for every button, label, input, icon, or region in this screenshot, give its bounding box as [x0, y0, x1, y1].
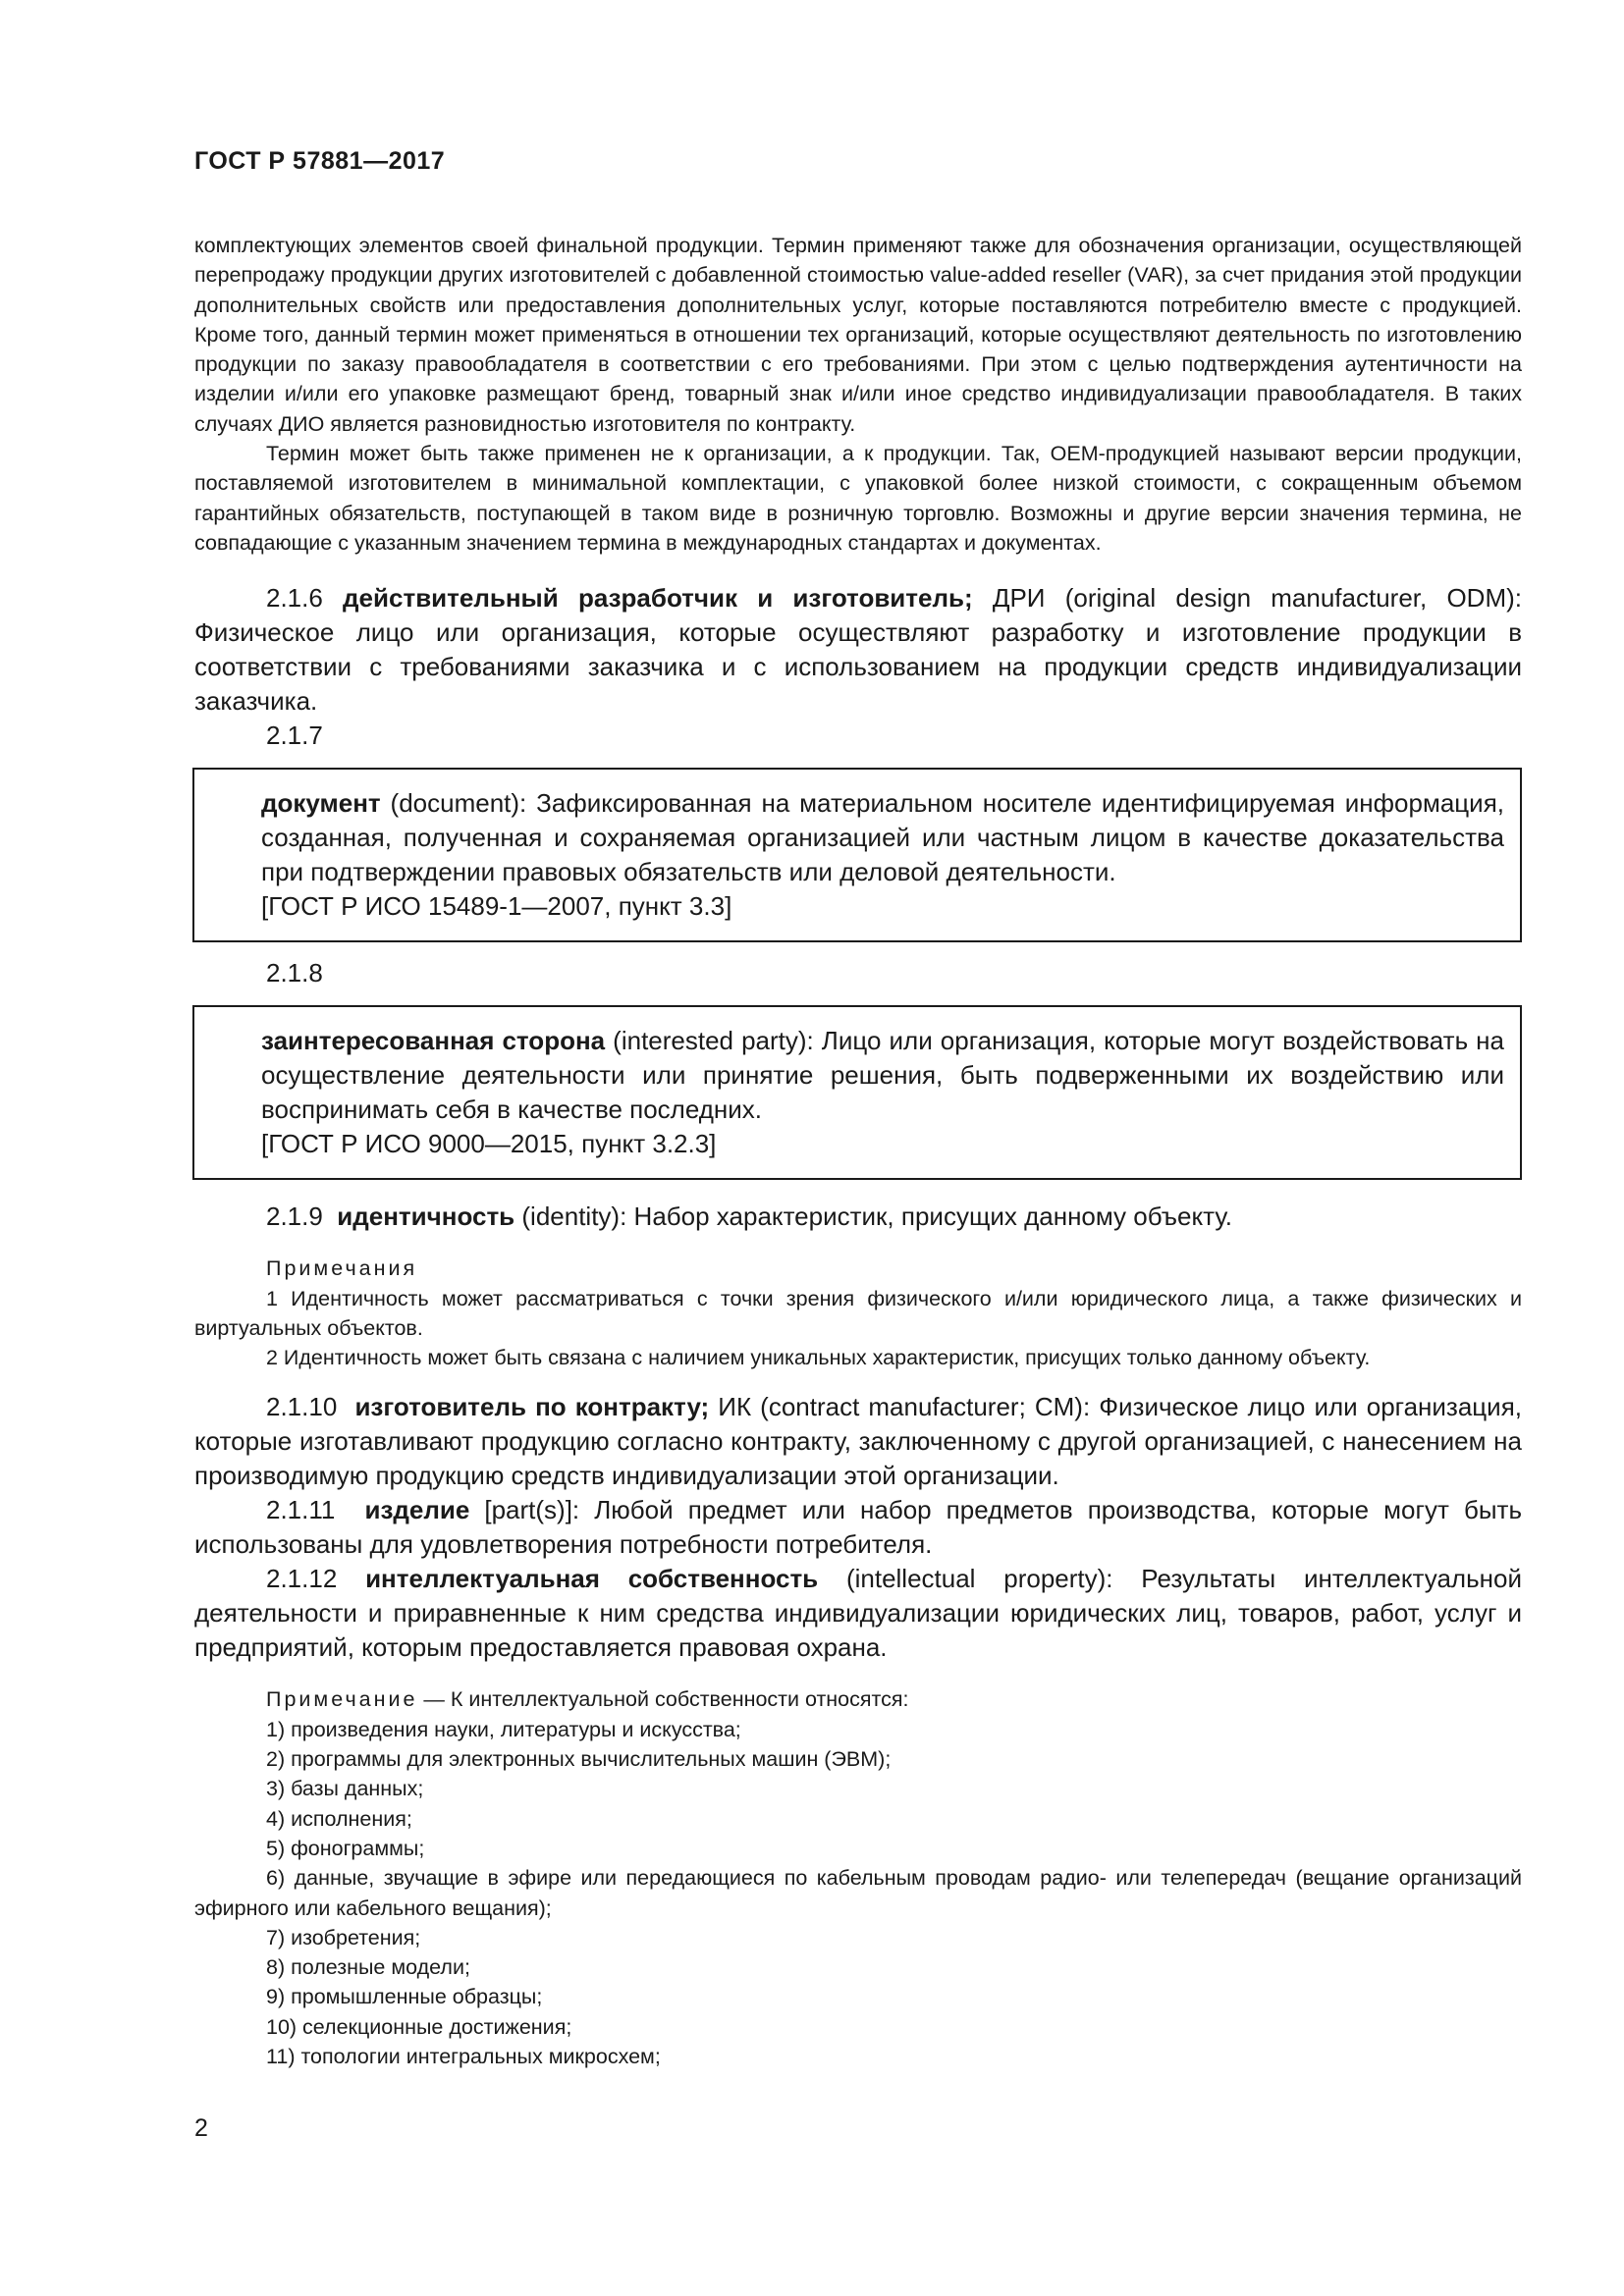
term-definition: (identity): Набор характеристик, присущих данному объекту. — [514, 1201, 1232, 1232]
term-number-2-1-8: 2.1.8 — [266, 958, 323, 988]
term-2-1-6 — [194, 581, 1522, 719]
page-number: 2 — [194, 2114, 208, 2142]
document-code: ГОСТ Р 57881—2017 — [194, 147, 446, 175]
term-2-1-9 — [194, 1200, 1522, 1234]
term-name: заинтересованная сторона — [261, 1026, 606, 1056]
term-2-1-7 — [261, 786, 1504, 889]
term-definition: (intellectual property): Результаты интеллектуальной деятельности и приравненные к ним средства индивидуализации юридических лиц, товаров, работ, услуг и предприятий, которым предоставляется правовая охрана. — [194, 1564, 1522, 1663]
list-item: 11) топологии интегральных микросхем; — [266, 2045, 661, 2069]
list-item: 9) промышленные образцы; — [266, 1985, 543, 2009]
term-number: 2.1.10 — [266, 1392, 338, 1422]
continuation-paragraph-2: Термин может быть также применен не к организации, а к продукции. Так, OEM-продукцией называют версии продукции, поставляемой изготовителем в минимальной комплектации, с упаковкой более низкой стоимости, с сокращенным объемом гарантийных обязательств, поступающей в таком виде в розничную торговлю. Возможны и другие версии значения термина, не совпадающие с указанным значением термина в международных стандартах и документах. — [194, 442, 1522, 555]
note-1: 1 Идентичность может рассматриваться с точки зрения физического и/или юридического лица, а также физических и виртуальных объектов. — [194, 1286, 1522, 1340]
term-name: действительный разработчик и изготовитель; — [343, 583, 973, 614]
term-definition: (interested party): Лицо или организация, которые могут воздействовать на осуществление деятельности или принятие решения, быть подверженными их воздействию или воспринимать себя в качестве последних. — [261, 1026, 1504, 1125]
term-name: изделие — [364, 1495, 470, 1525]
note-heading: Примечание — [266, 1687, 418, 1712]
term-2-1-10 — [194, 1390, 1522, 1493]
term-number: 2.1.9 — [266, 1201, 323, 1232]
term-number: 2.1.11 — [266, 1495, 336, 1525]
list-item: 7) изобретения; — [266, 1925, 421, 1949]
term-number: 2.1.6 — [266, 583, 323, 614]
term-source: [ГОСТ Р ИСО 15489-1—2007, пункт 3.3] — [261, 891, 732, 922]
term-name: интеллектуальная собственность — [365, 1564, 819, 1594]
term-definition: ИК (contract manufacturer; CM): Физическое лицо или организация, которые изготавливают продукцию согласно контракту, заключенному с другой организацией, с нанесением на производимую продукцию средств индивидуализации этой организации. — [194, 1392, 1523, 1491]
list-item: 5) фонограммы; — [266, 1836, 425, 1860]
term-source: [ГОСТ Р ИСО 9000—2015, пункт 3.2.3] — [261, 1129, 717, 1159]
term-2-1-12 — [194, 1562, 1522, 1665]
term-name: идентичность — [337, 1201, 515, 1232]
term-name: изготовитель по контракту; — [354, 1392, 710, 1422]
term-2-1-11 — [194, 1493, 1522, 1562]
term-definition: ДРИ (original design manufacturer, ODM): Физическое лицо или организация, которые осуществляют разработку и изготовление продукции в соответствии с требованиями заказчика и с использованием на продукции средств индивидуализации заказчика. — [194, 583, 1522, 717]
note-2-1-12 — [194, 1684, 1522, 1714]
list-item: 6) данные, звучащие в эфире или передающиеся по кабельным проводам радио- или телепередач (вещание организаций эфирного или кабельного вещания); — [194, 1866, 1522, 1920]
ip-list — [194, 1715, 1522, 2072]
term-number: 2.1.12 — [266, 1564, 338, 1594]
term-box-2-1-8 — [192, 1005, 1522, 1180]
notes-heading: Примечания — [266, 1256, 418, 1281]
list-item: 4) исполнения; — [266, 1806, 412, 1831]
continuation-paragraph-1: комплектующих элементов своей финальной продукции. Термин применяют также для обозначения организации, осуществляющей перепродажу продукции других изготовителей с добавленной стоимостью value-added reseller (VAR), за счет придания этой продукции дополнительных свойств или предоставления дополнительных услуг, которые поставляются потребителю вместе с продукцией. Кроме того, данный термин может применяться в отношении тех организаций, которые осуществляют деятельность по изготовлению продукции по заказу правообладателя в соответствии с его требованиями. При этом с целью подтверждения аутентичности на изделии и/или его упаковке размещают бренд, товарный знак и/или иное средство индивидуализации правообладателя. В таких случаях ДИО является разновидностью изготовителя по контракту. — [194, 234, 1522, 436]
term-definition: [part(s)]: Любой предмет или набор предметов производства, которые могут быть использованы для удовлетворения потребности потребителя. — [194, 1495, 1522, 1560]
list-item: 2) программы для электронных вычислительных машин (ЭВМ); — [266, 1747, 892, 1772]
list-item: 3) базы данных; — [266, 1777, 424, 1801]
note-2: 2 Идентичность может быть связана с наличием уникальных характеристик, присущих только данному объекту. — [266, 1346, 1371, 1370]
list-item: 1) произведения науки, литературы и искусства; — [266, 1717, 741, 1741]
document-page — [194, 147, 1522, 2071]
term-definition: (document): Зафиксированная на материальном носителе идентифицируемая информация, созданная, полученная и сохраняемая организацией или частным лицом в качестве доказательства при подтверждении правовых обязательств или деловой деятельности. — [261, 788, 1504, 887]
term-number-2-1-7: 2.1.7 — [266, 721, 323, 751]
term-name: документ — [261, 788, 381, 819]
list-item: 10) селекционные достижения; — [266, 2014, 572, 2039]
term-2-1-8 — [261, 1024, 1504, 1127]
note-intro: — К интеллектуальной собственности относятся: — [417, 1687, 909, 1712]
list-item: 8) полезные модели; — [266, 1955, 470, 1980]
term-box-2-1-7 — [192, 768, 1522, 942]
